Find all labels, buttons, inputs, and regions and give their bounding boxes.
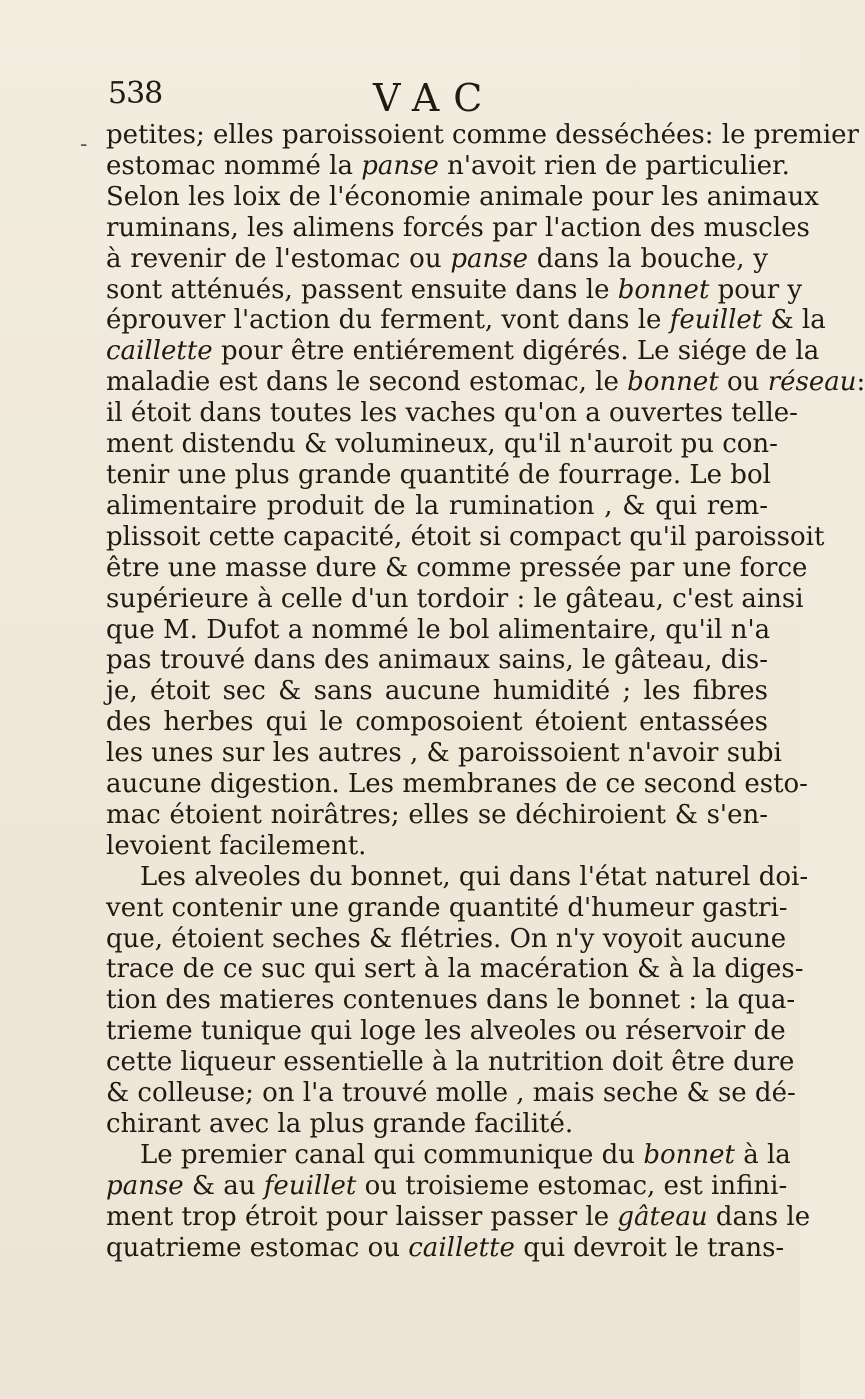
italic-term: panse bbox=[106, 1170, 184, 1201]
text-segment: des herbes qui le composoient étoient entassées bbox=[106, 707, 768, 738]
text-segment: pour être entiérement digérés. Le siége de la bbox=[212, 336, 820, 367]
text-segment: sont atténués, passent ensuite dans le bbox=[106, 274, 618, 305]
italic-term: panse bbox=[450, 243, 529, 274]
text-segment: qui devroit le trans- bbox=[514, 1232, 785, 1263]
text-segment: & la bbox=[762, 305, 826, 336]
text-segment: dans le bbox=[707, 1201, 811, 1232]
text-segment: être une masse dure & comme pressée par une force bbox=[106, 552, 808, 583]
text-line bbox=[106, 1201, 811, 1233]
italic-term: feuillet bbox=[669, 305, 763, 336]
text-line bbox=[106, 1139, 791, 1171]
text-segment: il étoit dans toutes les vaches qu'on a ouvertes telle- bbox=[106, 398, 798, 429]
text-segment: ment distendu & volumineux, qu'il n'auroit pu con- bbox=[106, 429, 778, 460]
text-line bbox=[106, 274, 803, 306]
italic-term: bonnet bbox=[617, 274, 710, 305]
text-segment: ou troisieme estomac, est infini- bbox=[356, 1170, 788, 1201]
text-line bbox=[106, 1170, 788, 1202]
italic-term: feuillet bbox=[263, 1170, 357, 1201]
text-segment: pas trouvé dans des animaux sains, le gâteau, dis- bbox=[106, 645, 768, 676]
text-segment: dans la bouche, y bbox=[528, 243, 768, 274]
body-text bbox=[106, 120, 865, 1264]
text-segment: ruminans, les alimens forcés par l'action des muscles bbox=[106, 212, 810, 243]
text-line bbox=[106, 459, 771, 491]
text-line bbox=[106, 336, 820, 367]
text-line bbox=[106, 738, 782, 769]
text-segment: levoient facilement. bbox=[106, 830, 367, 861]
text-segment: plissoit cette capacité, étoit si compact qu'il paroissoit bbox=[106, 521, 825, 552]
text-segment: à revenir de l'estomac ou bbox=[106, 243, 451, 274]
text-segment: n'avoit rien de particulier. bbox=[438, 150, 790, 181]
text-line bbox=[106, 892, 788, 924]
italic-term: caillette bbox=[106, 336, 213, 367]
text-line bbox=[106, 831, 768, 862]
italic-term: panse bbox=[361, 150, 439, 181]
text-line bbox=[106, 429, 778, 460]
text-line bbox=[106, 181, 819, 213]
text-segment: Selon les loix de l'économie animale pour les animaux bbox=[106, 181, 819, 212]
text-segment: vent contenir une grande quantité d'humeur gastri- bbox=[106, 892, 788, 923]
text-segment: à la bbox=[734, 1139, 791, 1170]
text-line bbox=[106, 645, 768, 676]
text-segment: ment trop étroit pour laisser passer le bbox=[106, 1201, 618, 1232]
text-segment: Le premier canal qui communique du bbox=[140, 1139, 644, 1170]
text-line bbox=[106, 954, 804, 985]
running-head: VAC bbox=[373, 76, 497, 120]
text-line bbox=[106, 1016, 786, 1047]
text-segment: estomac nommé la bbox=[106, 150, 362, 181]
text-line bbox=[106, 552, 808, 584]
text-segment: aucune digestion. Les membranes de ce second esto- bbox=[106, 769, 808, 800]
text-line bbox=[106, 1232, 785, 1264]
text-segment: quatrieme estomac ou bbox=[106, 1232, 409, 1263]
text-line bbox=[106, 398, 798, 429]
text-segment: alimentaire produit de la rumination , & qui rem- bbox=[106, 490, 768, 521]
text-segment: & au bbox=[183, 1170, 264, 1201]
italic-term: réseau bbox=[767, 367, 857, 398]
text-line bbox=[106, 985, 796, 1016]
text-segment: que M. Dufot a nommé le bol alimentaire, qu'il n'a bbox=[106, 614, 771, 645]
text-line bbox=[106, 244, 768, 275]
text-segment: mac étoient noirâtres; elles se déchiroient & s'en- bbox=[106, 799, 768, 830]
text-segment: trace de ce suc qui sert à la macération & à la diges- bbox=[106, 954, 804, 985]
italic-term: gâteau bbox=[617, 1201, 708, 1232]
text-line bbox=[106, 367, 865, 398]
text-segment: & colleuse; on l'a trouvé molle , mais seche & se dé- bbox=[106, 1078, 796, 1109]
text-segment: que, étoient seches & flétries. On n'y voyoit aucune bbox=[106, 923, 787, 954]
text-line bbox=[106, 212, 810, 244]
text-segment: petites; elles paroissoient comme desséchées: le premier bbox=[106, 120, 859, 150]
text-segment: pour y bbox=[709, 274, 803, 305]
text-segment: supérieure à celle d'un tordoir : le gâteau, c'est ainsi bbox=[106, 583, 804, 614]
text-line bbox=[106, 305, 826, 336]
italic-term: bonnet bbox=[643, 1139, 735, 1170]
text-line bbox=[106, 120, 859, 151]
text-segment: : bbox=[856, 367, 865, 398]
text-segment: chirant avec la plus grande facilité. bbox=[106, 1109, 574, 1139]
text-segment: éprouver l'action du ferment, vont dans le bbox=[106, 305, 670, 336]
text-line bbox=[106, 1109, 768, 1140]
text-line bbox=[106, 676, 768, 707]
text-segment: Les alveoles du bonnet, qui dans l'état naturel doi- bbox=[140, 861, 809, 892]
text-line bbox=[106, 800, 768, 831]
text-segment: ou bbox=[718, 367, 768, 398]
page-header bbox=[108, 76, 768, 122]
text-segment: cette liqueur essentielle à la nutrition doit être dure bbox=[106, 1047, 795, 1078]
text-line bbox=[106, 1078, 796, 1109]
text-line bbox=[106, 1047, 795, 1078]
italic-term: bonnet bbox=[627, 367, 719, 398]
text-line bbox=[106, 491, 768, 522]
text-line bbox=[106, 521, 825, 553]
text-segment: trieme tunique qui loge les alveoles ou réservoir de bbox=[106, 1016, 786, 1047]
page-number: 538 bbox=[108, 76, 163, 111]
italic-term: caillette bbox=[408, 1232, 515, 1263]
text-segment: tion des matieres contenues dans le bonnet : la qua- bbox=[106, 985, 796, 1016]
text-segment: maladie est dans le second estomac, le bbox=[106, 367, 628, 398]
text-line bbox=[106, 707, 768, 738]
text-segment: tenir une plus grande quantité de fourrage. Le bol bbox=[106, 459, 771, 490]
text-line bbox=[106, 923, 787, 955]
text-line bbox=[106, 769, 808, 800]
text-line bbox=[106, 861, 809, 893]
text-line bbox=[106, 150, 790, 182]
text-line bbox=[106, 583, 804, 615]
margin-mark: - bbox=[80, 132, 88, 157]
text-segment: je, étoit sec & sans aucune humidité ; les fibres bbox=[106, 676, 768, 707]
text-segment: les unes sur les autres , & paroissoient n'avoir subi bbox=[106, 738, 782, 769]
text-line bbox=[106, 614, 771, 646]
